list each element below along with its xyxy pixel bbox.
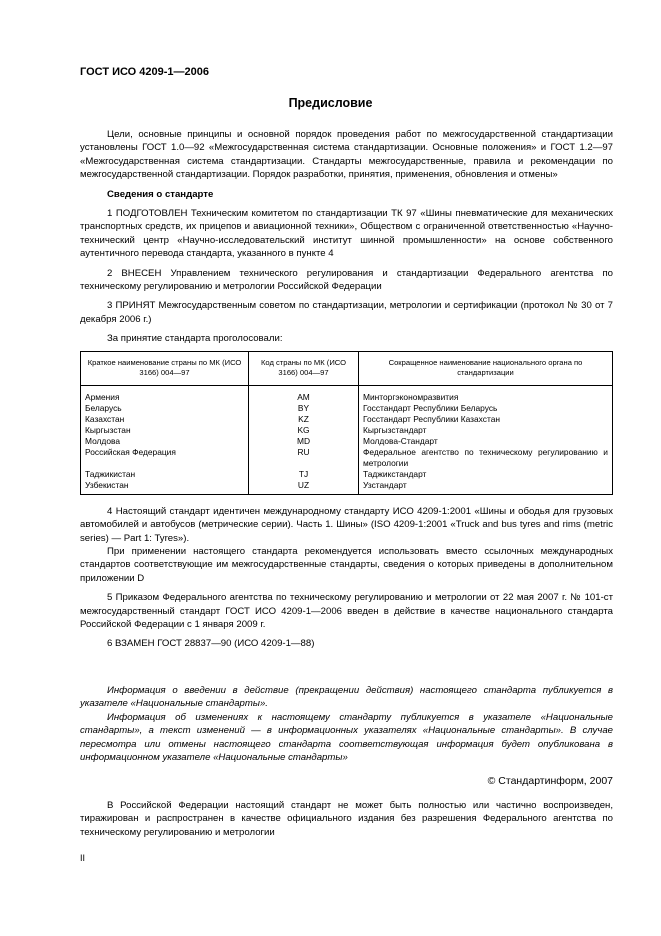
item-4-note: При применении настоящего стандарта рекомендуется использовать вместо ссылочных международных стандартов соответствующие им межгосударственные стандарты, сведения о которых приведены в дополнительном приложении D bbox=[80, 545, 613, 584]
reproduction-notice bbox=[80, 799, 613, 839]
voting-table bbox=[80, 351, 613, 495]
item-4: 4 Настоящий стандарт идентичен международному стандарту ИСО 4209-1:2001 «Шины и ободья для грузовых автомобилей и автобусов (метрические серии). Часть 1. Шины» (ISO 4209-1:2001 «Truck and bus tyres and rims (metric series) — Part 1: Tyres»). bbox=[80, 505, 613, 544]
table-row bbox=[81, 480, 613, 495]
document-header: ГОСТ ИСО 4209-1—2006 bbox=[80, 66, 210, 78]
org-cell: Федеральное агентство по техническому регулированию и метрологии bbox=[359, 447, 613, 469]
item-1: 1 ПОДГОТОВЛЕН Техническим комитетом по стандартизации ТК 97 «Шины пневматические для механических транспортных средств, их прицепов и авиационной техники», Обществом с ограниченной ответственностью «Научно-технический центр «Научно-исследовательский институт шинной промышленности» на основе собственного аутентичного перевода стандарта, указанного в пункте 4 bbox=[80, 208, 613, 260]
table-row bbox=[81, 447, 613, 469]
org-cell: Минторгэкономразвития bbox=[359, 385, 613, 403]
code-cell: BY bbox=[249, 403, 359, 414]
item-2: 2 ВНЕСЕН Управлением технического регулирования и стандартизации Федерального агентства по техническому регулированию и метрологии Российской Федерации bbox=[80, 267, 613, 293]
table-header-row bbox=[81, 351, 613, 385]
copyright-notice: © Стандартинформ, 2007 bbox=[487, 775, 613, 787]
code-cell: KG bbox=[249, 425, 359, 436]
country-cell: Молдова bbox=[81, 436, 249, 447]
org-cell: Молдова-Стандарт bbox=[359, 436, 613, 447]
country-cell: Узбекистан bbox=[81, 480, 249, 495]
page-title: Предисловие bbox=[288, 96, 373, 110]
page-number: II bbox=[80, 853, 86, 863]
org-cell: Госстандарт Республики Казахстан bbox=[359, 414, 613, 425]
code-cell: AM bbox=[249, 385, 359, 403]
item-5: 5 Приказом Федерального агентства по техническому регулированию и метрологии от 22 мая 2007 г. № 101-ст межгосударственный стандарт ГОСТ ИСО 4209-1—2006 введен в действие в качестве национального стандарта Российской Федерации с 1 января 2009 г. bbox=[80, 592, 613, 630]
standard-info-heading: Сведения о стандарте bbox=[107, 188, 214, 200]
code-cell: RU bbox=[249, 447, 359, 469]
table-row bbox=[81, 414, 613, 425]
item-6: 6 ВЗАМЕН ГОСТ 28837—90 (ИСО 4209-1—88) bbox=[107, 638, 315, 650]
code-cell: KZ bbox=[249, 414, 359, 425]
reproduction-paragraph: В Российской Федерации настоящий стандарт не может быть полностью или частично воспроизведен, тиражирован и распространен в качестве официального издания без разрешения Федерального агентства по техническому регулированию и метрологии bbox=[80, 800, 613, 838]
org-cell: Узстандарт bbox=[359, 480, 613, 495]
info-paragraph-1: Информация о введении в действие (прекращении действия) настоящего стандарта публикуется в указателе «Национальные стандарты». bbox=[80, 685, 613, 710]
table-row bbox=[81, 385, 613, 403]
table-row bbox=[81, 436, 613, 447]
info-paragraph-2: Информация об изменениях к настоящему стандарту публикуется в указателе «Национальные стандарты», а текст изменений — в информационных указателях «Национальные стандарты». В случае пересмотра или отмены настоящего стандарта соответствующая информация будет опубликована в информационном указателе «Национальные стандарты» bbox=[80, 711, 613, 764]
table-row bbox=[81, 469, 613, 480]
voted-label: За принятие стандарта проголосовали: bbox=[107, 333, 283, 345]
country-cell: Армения bbox=[81, 385, 249, 403]
country-cell: Беларусь bbox=[81, 403, 249, 414]
country-cell: Казахстан bbox=[81, 414, 249, 425]
code-cell: TJ bbox=[249, 469, 359, 480]
publication-info bbox=[80, 684, 613, 764]
col-header-code: Код страны по МК (ИСО 3166) 004—97 bbox=[249, 351, 359, 385]
table-row bbox=[81, 403, 613, 414]
code-cell: MD bbox=[249, 436, 359, 447]
item-3: 3 ПРИНЯТ Межгосударственным советом по стандартизации, метрологии и сертификации (протокол № 30 от 7 декабря 2006 г.) bbox=[80, 300, 613, 325]
code-cell: UZ bbox=[249, 480, 359, 495]
country-cell: Таджикистан bbox=[81, 469, 249, 480]
org-cell: Кыргызстандарт bbox=[359, 425, 613, 436]
country-cell: Российская Федерация bbox=[81, 447, 249, 469]
preface-body bbox=[80, 128, 613, 651]
org-cell: Таджикстандарт bbox=[359, 469, 613, 480]
col-header-country: Краткое наименование страны по МК (ИСО 3166) 004—97 bbox=[81, 351, 249, 385]
table-row bbox=[81, 425, 613, 436]
country-cell: Кыргызстан bbox=[81, 425, 249, 436]
intro-paragraph: Цели, основные принципы и основной порядок проведения работ по межгосударственной стандартизации установлены ГОСТ 1.0—92 «Межгосударственная система стандартизации. Основные положения» и ГОСТ 1.2—97 «Межгосударственная система стандартизации. Стандарты межгосударственные, правила и рекомендации по межгосударственной стандартизации. Порядок разработки, принятия, применения, обновления и отмены» bbox=[80, 129, 613, 181]
org-cell: Госстандарт Республики Беларусь bbox=[359, 403, 613, 414]
col-header-org: Сокращенное наименование национального органа по стандартизации bbox=[359, 351, 613, 385]
